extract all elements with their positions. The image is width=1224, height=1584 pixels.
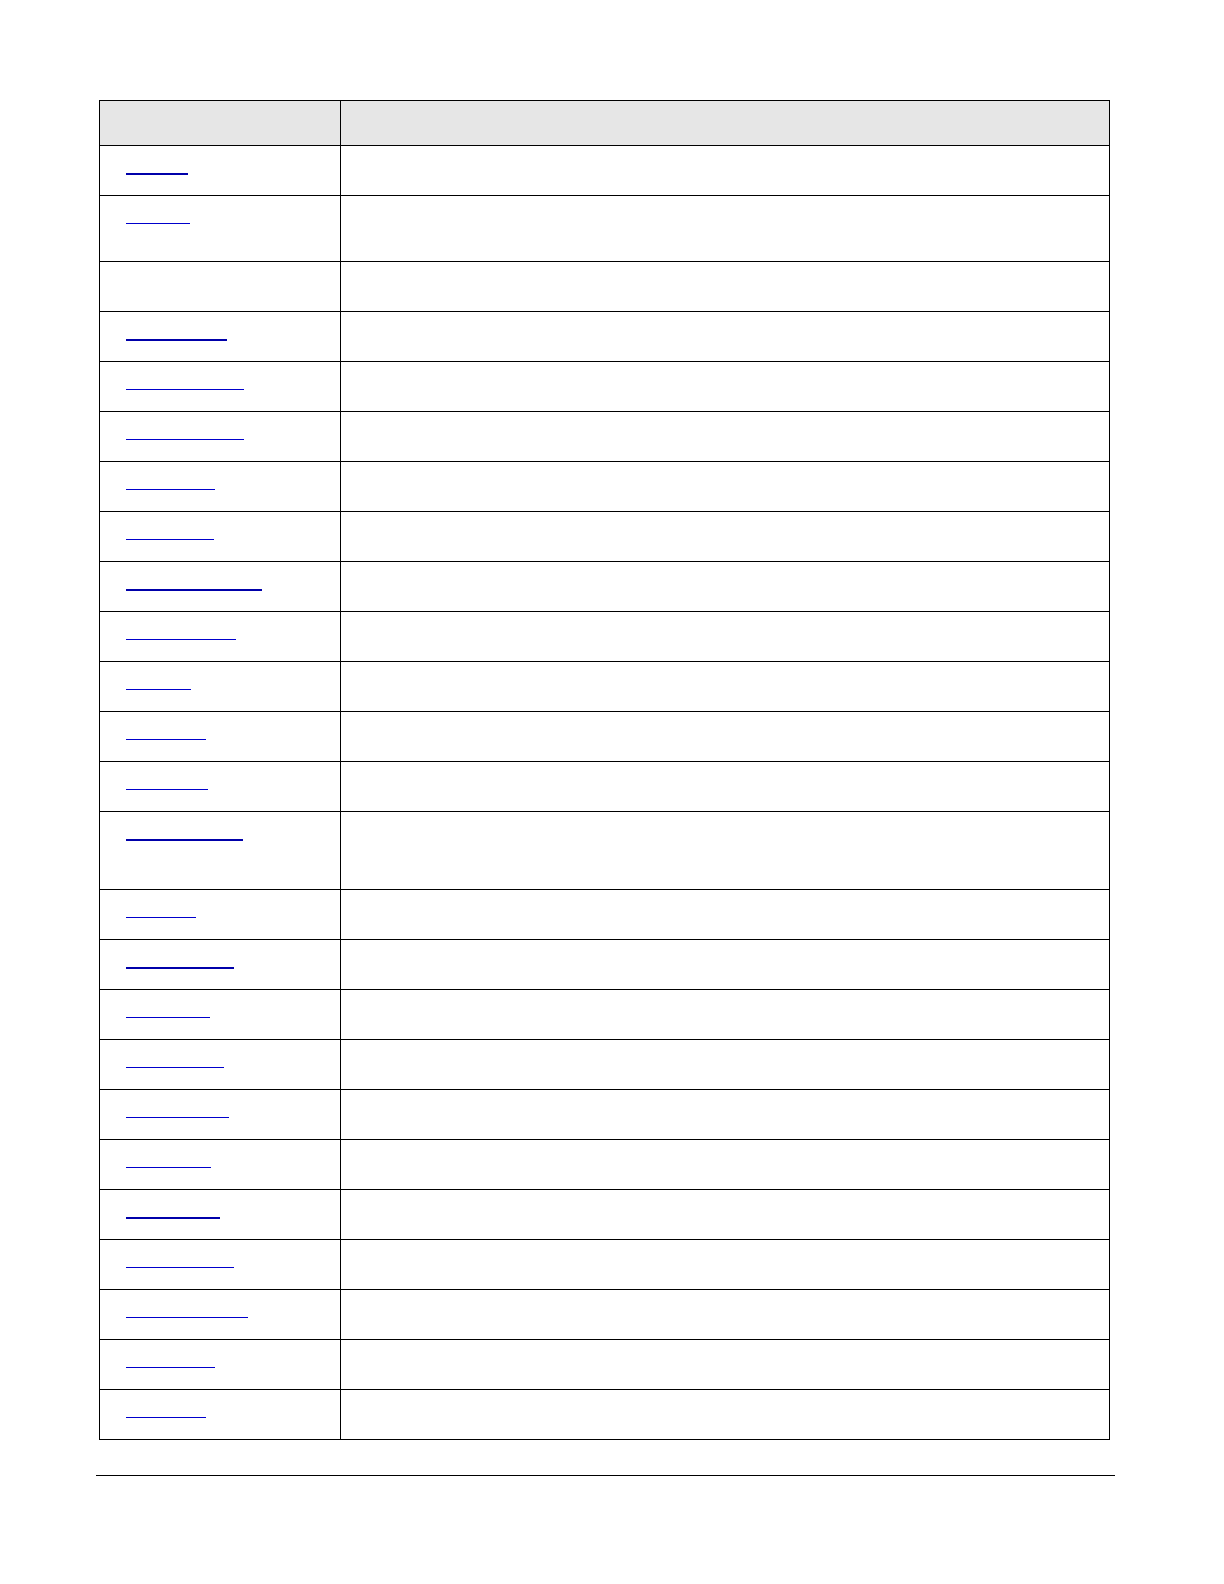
- header-cell-name: [100, 101, 341, 146]
- link-cell: [100, 1340, 341, 1390]
- table-row: [100, 990, 1110, 1040]
- table-row: [100, 612, 1110, 662]
- description-cell: [341, 512, 1110, 562]
- description-cell: [341, 562, 1110, 612]
- row-link[interactable]: [126, 738, 206, 740]
- row-link[interactable]: [126, 338, 227, 341]
- row-link[interactable]: [126, 1416, 206, 1418]
- row-link[interactable]: [126, 388, 244, 390]
- description-cell: [341, 890, 1110, 940]
- link-cell: [100, 1290, 341, 1340]
- link-cell: [100, 712, 341, 762]
- description-cell: [341, 1390, 1110, 1440]
- row-link[interactable]: [126, 538, 214, 540]
- link-cell: [100, 312, 341, 362]
- table-row: [100, 940, 1110, 990]
- table-row: [100, 1290, 1110, 1340]
- link-cell: [100, 662, 341, 712]
- table-row: [100, 146, 1110, 196]
- table-row: [100, 1340, 1110, 1390]
- row-link[interactable]: [126, 688, 191, 690]
- row-link[interactable]: [126, 1216, 220, 1219]
- table-row: [100, 762, 1110, 812]
- description-cell: [341, 1290, 1110, 1340]
- table-row: [100, 562, 1110, 612]
- description-cell: [341, 1340, 1110, 1390]
- link-cell: [100, 940, 341, 990]
- row-link[interactable]: [126, 1116, 229, 1118]
- link-cell: [100, 512, 341, 562]
- link-cell: [100, 612, 341, 662]
- header-cell-description: [341, 101, 1110, 146]
- row-link[interactable]: [126, 1366, 215, 1368]
- description-cell: [341, 262, 1110, 312]
- description-cell: [341, 712, 1110, 762]
- description-cell: [341, 362, 1110, 412]
- row-link[interactable]: [126, 916, 196, 918]
- description-cell: [341, 462, 1110, 512]
- table-header-row: [100, 101, 1110, 146]
- link-cell: [100, 1090, 341, 1140]
- description-cell: [341, 662, 1110, 712]
- table-row: [100, 362, 1110, 412]
- row-link[interactable]: [126, 838, 243, 841]
- link-cell: [100, 1040, 341, 1090]
- row-link[interactable]: [126, 222, 190, 224]
- link-cell: [100, 812, 341, 890]
- description-cell: [341, 146, 1110, 196]
- link-cell: [100, 1190, 341, 1240]
- table-row: [100, 662, 1110, 712]
- row-link[interactable]: [126, 1066, 224, 1068]
- description-cell: [341, 990, 1110, 1040]
- table-row: [100, 1240, 1110, 1290]
- row-link[interactable]: [126, 438, 244, 440]
- row-link[interactable]: [126, 966, 234, 969]
- row-link[interactable]: [126, 1266, 234, 1268]
- table-row: [100, 890, 1110, 940]
- link-cell: [100, 890, 341, 940]
- table-row: [100, 1090, 1110, 1140]
- table-row: [100, 1140, 1110, 1190]
- description-cell: [341, 1140, 1110, 1190]
- description-cell: [341, 412, 1110, 462]
- description-cell: [341, 1090, 1110, 1140]
- table-row: [100, 196, 1110, 262]
- table-row: [100, 512, 1110, 562]
- row-link[interactable]: [126, 1316, 248, 1318]
- description-cell: [341, 1240, 1110, 1290]
- link-cell: [100, 1240, 341, 1290]
- table-row: [100, 712, 1110, 762]
- row-link[interactable]: [126, 488, 215, 490]
- description-cell: [341, 812, 1110, 890]
- table-row: [100, 1040, 1110, 1090]
- table-row: [100, 262, 1110, 312]
- row-link[interactable]: [126, 638, 236, 640]
- row-link[interactable]: [126, 172, 188, 175]
- link-cell: [100, 562, 341, 612]
- link-cell: [100, 362, 341, 412]
- description-cell: [341, 312, 1110, 362]
- link-cell: [100, 462, 341, 512]
- link-cell: [100, 146, 341, 196]
- table-row: [100, 1190, 1110, 1240]
- row-link[interactable]: [126, 1016, 210, 1018]
- table-row: [100, 412, 1110, 462]
- row-link[interactable]: [126, 1166, 211, 1168]
- table-row: [100, 312, 1110, 362]
- table-row: [100, 812, 1110, 890]
- table-row: [100, 1390, 1110, 1440]
- footer-divider: [96, 1475, 1115, 1476]
- row-link[interactable]: [126, 588, 262, 591]
- description-cell: [341, 762, 1110, 812]
- link-cell: [100, 1390, 341, 1440]
- link-cell: [100, 262, 341, 312]
- reference-table: [99, 100, 1110, 1440]
- table-row: [100, 462, 1110, 512]
- description-cell: [341, 1040, 1110, 1090]
- row-link[interactable]: [126, 788, 208, 790]
- link-cell: [100, 412, 341, 462]
- link-cell: [100, 1140, 341, 1190]
- link-cell: [100, 762, 341, 812]
- link-cell: [100, 990, 341, 1040]
- description-cell: [341, 612, 1110, 662]
- link-cell: [100, 196, 341, 262]
- description-cell: [341, 940, 1110, 990]
- description-cell: [341, 1190, 1110, 1240]
- description-cell: [341, 196, 1110, 262]
